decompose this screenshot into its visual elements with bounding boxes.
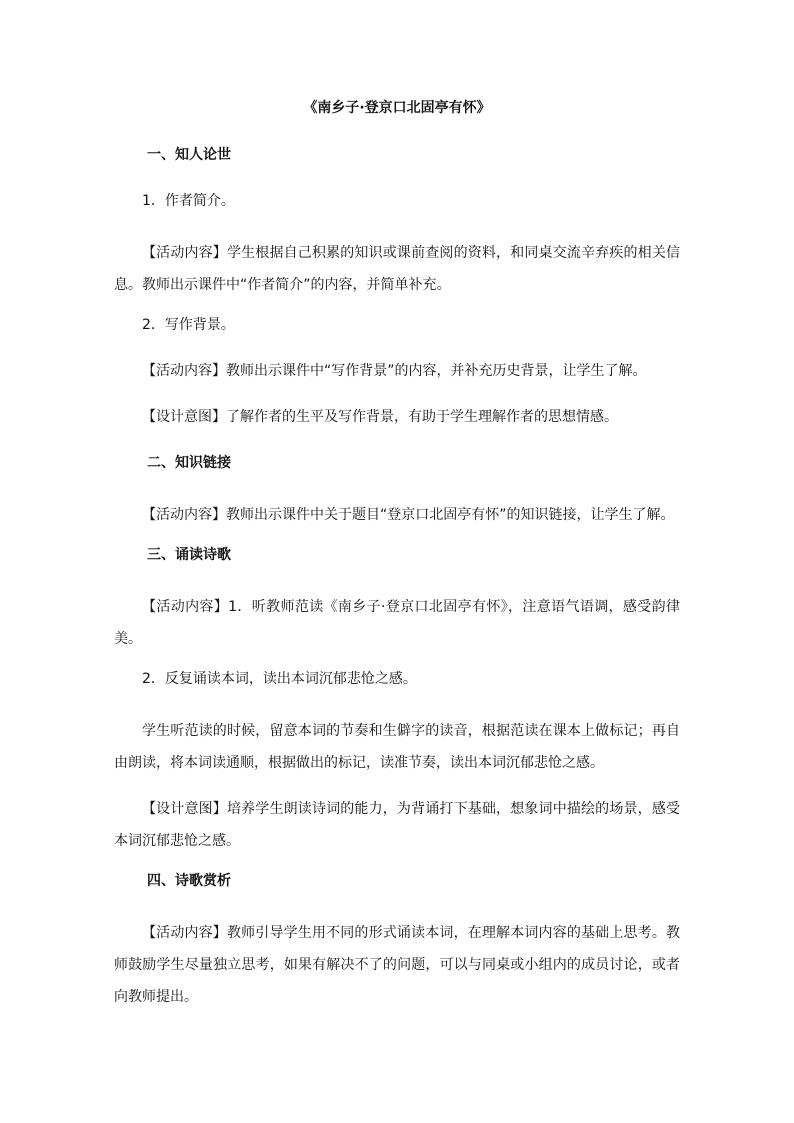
paragraph: 【活动内容】学生根据自己积累的知识或课前查阅的资料，和同桌交流辛弃疾的相关信息。教师出示课件中“作者简介”的内容，并简单补充。 bbox=[114, 245, 680, 293]
section-heading: 一、知人论世 bbox=[147, 147, 231, 163]
paragraph: 2．写作背景。 bbox=[142, 317, 235, 333]
section-heading: 二、知识链接 bbox=[147, 455, 231, 471]
document-title: 《南乡子·登京口北固亭有怀》 bbox=[303, 100, 491, 116]
paragraph: 【活动内容】教师引导学生用不同的形式诵读本词，在理解本词内容的基础上思考。教师鼓励学生尽量独立思考，如果有解决不了的问题，可以与同桌或小组内的成员讨论，或者向教师提出。 bbox=[114, 925, 680, 1005]
paragraph: 1．作者简介。 bbox=[142, 193, 235, 209]
document-body bbox=[114, 98, 680, 1027]
section-heading: 三、诵读诗歌 bbox=[147, 547, 231, 563]
paragraph: 学生听范读的时候，留意本词的节奏和生僻字的读音，根据范读在课本上做标记；再自由朗读，将本词读通顺，根据做出的标记，读准节奏，读出本词沉郁悲怆之感。 bbox=[114, 723, 680, 771]
paragraph: 【活动内容】教师出示课件中“写作背景”的内容，并补充历史背景，让学生了解。 bbox=[142, 363, 647, 379]
paragraph: 2．反复诵读本词，读出本词沉郁悲怆之感。 bbox=[142, 671, 417, 687]
paragraph: 【设计意图】了解作者的生平及写作背景，有助于学生理解作者的思想情感。 bbox=[142, 409, 618, 425]
paragraph: 【活动内容】教师出示课件中关于题目“登京口北固亭有怀”的知识链接，让学生了解。 bbox=[142, 507, 675, 523]
section-heading: 四、诗歌赏析 bbox=[147, 873, 231, 889]
paragraph: 【设计意图】培养学生朗读诗词的能力，为背诵打下基础，想象词中描绘的场景，感受本词沉郁悲怆之感。 bbox=[114, 801, 680, 849]
paragraph: 【活动内容】1．听教师范读《南乡子·登京口北固亭有怀》，注意语气语调，感受韵律美。 bbox=[114, 599, 680, 647]
